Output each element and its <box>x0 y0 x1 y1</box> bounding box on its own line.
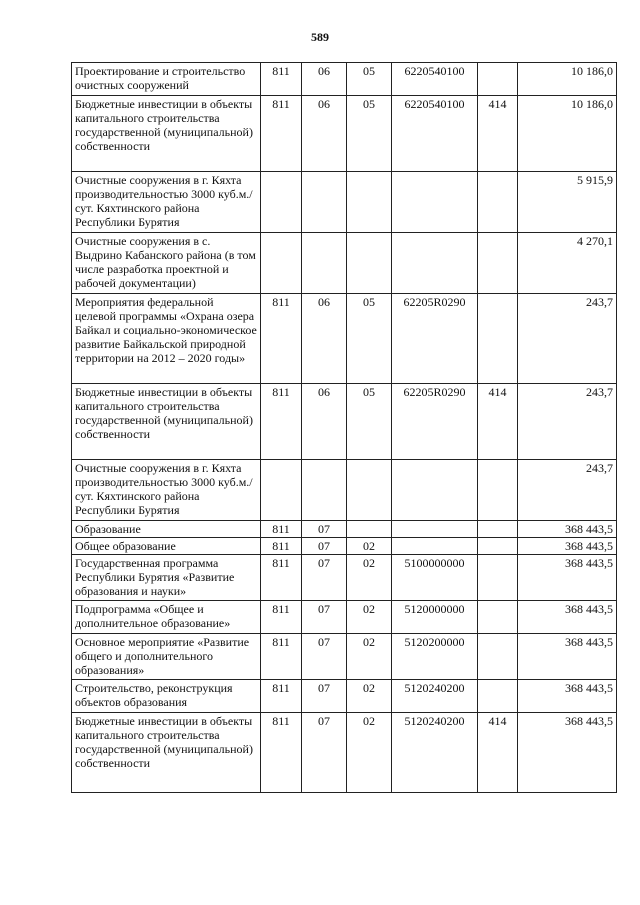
ministry-code-cell: 811 <box>261 555 302 601</box>
subsection-code-cell: 02 <box>347 713 392 793</box>
target-article-cell <box>392 233 478 294</box>
target-article-cell <box>392 172 478 233</box>
section-code-cell <box>302 172 347 233</box>
section-code-cell: 07 <box>302 680 347 713</box>
table-row <box>72 294 617 384</box>
item-name-cell: Мероприятия федеральной целевой программы «Охрана озера Байкал и социально-экономическое развитие Байкальской природной территории на 2012 – 2020 годы» <box>72 294 261 384</box>
expense-type-cell <box>478 460 518 521</box>
item-name-cell: Государственная программа Республики Бурятия «Развитие образования и науки» <box>72 555 261 601</box>
expense-type-cell <box>478 601 518 634</box>
subsection-code-cell: 02 <box>347 555 392 601</box>
target-article-cell: 62205R0290 <box>392 294 478 384</box>
table-row <box>72 634 617 680</box>
expense-type-cell <box>478 555 518 601</box>
table-row <box>72 233 617 294</box>
table-row <box>72 384 617 460</box>
expense-type-cell: 414 <box>478 713 518 793</box>
section-code-cell <box>302 233 347 294</box>
ministry-code-cell: 811 <box>261 521 302 538</box>
amount-cell: 368 443,5 <box>518 521 617 538</box>
amount-cell: 10 186,0 <box>518 63 617 96</box>
table-row <box>72 680 617 713</box>
table-row <box>72 63 617 96</box>
ministry-code-cell: 811 <box>261 601 302 634</box>
table-row <box>72 538 617 555</box>
item-name-cell: Основное мероприятие «Развитие общего и дополнительного образования» <box>72 634 261 680</box>
ministry-code-cell: 811 <box>261 538 302 555</box>
ministry-code-cell: 811 <box>261 63 302 96</box>
subsection-code-cell: 05 <box>347 63 392 96</box>
item-name-cell: Бюджетные инвестиции в объекты капитального строительства государственной (муниципальной) собственности <box>72 96 261 172</box>
subsection-code-cell: 05 <box>347 294 392 384</box>
table-row <box>72 172 617 233</box>
section-code-cell: 06 <box>302 294 347 384</box>
section-code-cell: 07 <box>302 521 347 538</box>
target-article-cell <box>392 521 478 538</box>
expense-type-cell: 414 <box>478 96 518 172</box>
page-number: 589 <box>311 30 329 44</box>
subsection-code-cell: 05 <box>347 96 392 172</box>
target-article-cell: 5120200000 <box>392 634 478 680</box>
section-code-cell: 07 <box>302 538 347 555</box>
expense-type-cell <box>478 521 518 538</box>
table-row <box>72 601 617 634</box>
expense-type-cell <box>478 634 518 680</box>
item-name-cell: Строительство, реконструкция объектов образования <box>72 680 261 713</box>
table-row <box>72 96 617 172</box>
amount-cell: 368 443,5 <box>518 555 617 601</box>
amount-cell: 10 186,0 <box>518 96 617 172</box>
item-name-cell: Бюджетные инвестиции в объекты капитального строительства государственной (муниципальной) собственности <box>72 713 261 793</box>
subsection-code-cell: 02 <box>347 634 392 680</box>
amount-cell: 4 270,1 <box>518 233 617 294</box>
ministry-code-cell: 811 <box>261 634 302 680</box>
item-name-cell: Бюджетные инвестиции в объекты капитального строительства государственной (муниципальной) собственности <box>72 384 261 460</box>
table-row <box>72 555 617 601</box>
subsection-code-cell: 02 <box>347 680 392 713</box>
subsection-code-cell <box>347 233 392 294</box>
amount-cell: 243,7 <box>518 460 617 521</box>
item-name-cell: Очистные сооружения в г. Кяхта производительностью 3000 куб.м./сут. Кяхтинского района Республики Бурятия <box>72 460 261 521</box>
target-article-cell: 62205R0290 <box>392 384 478 460</box>
table-row <box>72 713 617 793</box>
target-article-cell: 5120000000 <box>392 601 478 634</box>
item-name-cell: Очистные сооружения в с. Выдрино Кабанского района (в том числе разработка проектной и рабочей документации) <box>72 233 261 294</box>
item-name-cell: Подпрограмма «Общее и дополнительное образование» <box>72 601 261 634</box>
table-row <box>72 521 617 538</box>
section-code-cell: 06 <box>302 384 347 460</box>
ministry-code-cell: 811 <box>261 713 302 793</box>
target-article-cell: 5100000000 <box>392 555 478 601</box>
amount-cell: 243,7 <box>518 384 617 460</box>
item-name-cell: Очистные сооружения в г. Кяхта производительностью 3000 куб.м./сут. Кяхтинского района Республики Бурятия <box>72 172 261 233</box>
target-article-cell <box>392 460 478 521</box>
item-name-cell: Общее образование <box>72 538 261 555</box>
amount-cell: 243,7 <box>518 294 617 384</box>
amount-cell: 368 443,5 <box>518 634 617 680</box>
amount-cell: 368 443,5 <box>518 601 617 634</box>
subsection-code-cell: 05 <box>347 384 392 460</box>
subsection-code-cell: 02 <box>347 601 392 634</box>
expense-type-cell <box>478 172 518 233</box>
amount-cell: 368 443,5 <box>518 713 617 793</box>
expense-type-cell <box>478 538 518 555</box>
section-code-cell: 06 <box>302 96 347 172</box>
amount-cell: 5 915,9 <box>518 172 617 233</box>
expense-type-cell <box>478 680 518 713</box>
amount-cell: 368 443,5 <box>518 538 617 555</box>
subsection-code-cell <box>347 460 392 521</box>
expense-type-cell: 414 <box>478 384 518 460</box>
ministry-code-cell: 811 <box>261 384 302 460</box>
target-article-cell: 5120240200 <box>392 713 478 793</box>
subsection-code-cell <box>347 172 392 233</box>
subsection-code-cell <box>347 521 392 538</box>
expense-type-cell <box>478 233 518 294</box>
subsection-code-cell: 02 <box>347 538 392 555</box>
section-code-cell: 07 <box>302 555 347 601</box>
item-name-cell: Проектирование и строительство очистных сооружений <box>72 63 261 96</box>
expense-type-cell <box>478 63 518 96</box>
target-article-cell: 5120240200 <box>392 680 478 713</box>
ministry-code-cell: 811 <box>261 294 302 384</box>
target-article-cell: 6220540100 <box>392 96 478 172</box>
target-article-cell: 6220540100 <box>392 63 478 96</box>
section-code-cell <box>302 460 347 521</box>
section-code-cell: 07 <box>302 634 347 680</box>
amount-cell: 368 443,5 <box>518 680 617 713</box>
section-code-cell: 07 <box>302 601 347 634</box>
ministry-code-cell <box>261 233 302 294</box>
target-article-cell <box>392 538 478 555</box>
expense-type-cell <box>478 294 518 384</box>
ministry-code-cell: 811 <box>261 680 302 713</box>
ministry-code-cell <box>261 172 302 233</box>
section-code-cell: 06 <box>302 63 347 96</box>
item-name-cell: Образование <box>72 521 261 538</box>
budget-table <box>71 62 617 793</box>
table-row <box>72 460 617 521</box>
ministry-code-cell <box>261 460 302 521</box>
ministry-code-cell: 811 <box>261 96 302 172</box>
section-code-cell: 07 <box>302 713 347 793</box>
